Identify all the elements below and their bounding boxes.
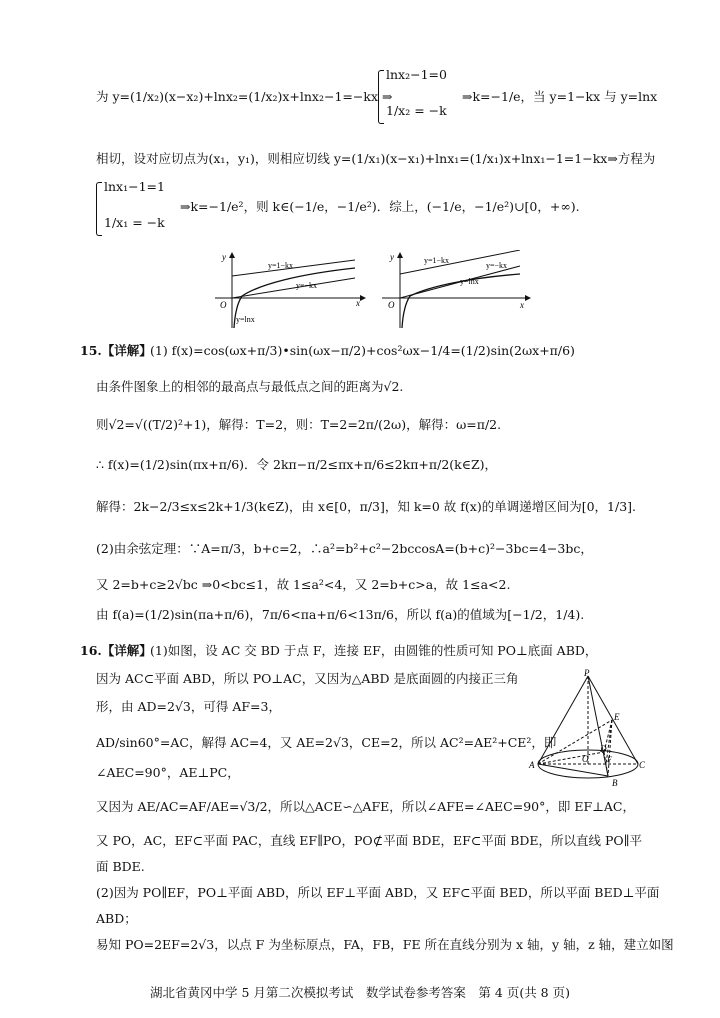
solution-line: 解得：2k−2/3≤x≤2k+1/3(k∈Z)，由 x∈[0，π/3]，知 k=0 故 f(x)的单调递增区间为[0，1/3]. — [96, 499, 637, 514]
solution-line: (1) f(x)=cos(ωx+π/3)•sin(ωx−π/2)+cos²ωx−1/4=(1/2)sin(2ωx+π/6) — [150, 343, 575, 358]
system-brace — [378, 70, 384, 124]
solution-line: 为 y=(1/x₂)(x−x₂)+lnx₂=(1/x₂)x+lnx₂−1=−kx ⇒ — [96, 89, 393, 104]
solution-line: ∴ f(x)=(1/2)sin(πx+π/6)．令 2kπ−π/2≤πx+π/6≤2kπ+π/2(k∈Z)， — [96, 457, 498, 472]
solution-line: 因为 AC⊂平面 ABD，所以 PO⊥AC，又因为△ABD 是底面圆的内接正三角 — [96, 671, 519, 686]
solution-line: 又因为 AE/AC=AF/AE=√3/2，所以△ACE∽△AFE，所以∠AFE=∠AEC=90°，即 EF⊥AC， — [96, 799, 635, 814]
solution-line: 则√2=√((T/2)²+1)，解得：T=2，则：T=2=2π/(2ω)，解得：ω=π/2. — [96, 417, 502, 432]
curve-label: y=lnx — [236, 315, 255, 324]
solution-line: 由 f(a)=(1/2)sin(πa+π/6)，7π/6<πa+π/6<13π/6，所以 f(a)的值域为[−1/2，1/4). — [96, 607, 585, 622]
point-label: D — [600, 744, 607, 754]
solution-line: ⇒k=−1/e²，则 k∈(−1/e，−1/e²)．综上，(−1/e，−1/e²)∪[0，+∞). — [180, 199, 580, 214]
origin-label: O — [388, 300, 395, 310]
system-brace — [96, 182, 102, 236]
solution-line: ⇒k=−1/e，当 y=1−kx 与 y=lnx — [462, 89, 658, 104]
y-axis-label: y — [390, 252, 394, 262]
point-label: F — [607, 755, 612, 764]
solution-line: 形，由 AD=2√3，可得 AF=3， — [96, 699, 281, 714]
point-label: A — [529, 760, 535, 770]
line-label: y=−kx — [296, 281, 318, 290]
solution-line: (1)如图，设 AC 交 BD 于点 F，连接 EF，由圆锥的性质可知 PO⊥底面 ABD， — [150, 643, 598, 658]
line-label: y=1−kx — [424, 256, 450, 265]
point-label: C — [639, 760, 646, 770]
page-footer: 湖北省黄冈中学 5 月第二次模拟考试 数学试卷参考答案 第 4 页(共 8 页) — [150, 985, 570, 1000]
graph-right — [380, 250, 540, 330]
curve-label: y=lnx — [460, 277, 479, 286]
line-label: y=1−kx — [268, 261, 294, 270]
solution-line: (2)由余弦定理：∵A=π/3，b+c=2，∴a²=b²+c²−2bccosA=(b+c)²−3bc=4−3bc， — [96, 541, 593, 556]
point-label: O — [582, 754, 589, 764]
system-equation: lnx₂−1=0 — [386, 67, 447, 82]
solution-line: 又 PO，AC，EF⊂平面 PAC，直线 EF∥PO，PO⊄平面 BDE，EF⊂平面 BDE，所以直线 PO∥平 — [96, 833, 642, 848]
line-label: y=−kx — [486, 261, 508, 270]
system-equation: lnx₁−1=1 — [104, 179, 165, 194]
cone-diagram — [528, 668, 648, 790]
solution-line: 相切，设对应切点为(x₁，y₁)，则相应切线 y=(1/x₁)(x−x₁)+lnx₁=(1/x₁)x+lnx₁−1=1−kx⇒方程为 — [96, 151, 656, 166]
point-label: B — [612, 778, 618, 788]
question-15-heading: 15.【详解】 — [80, 343, 152, 358]
solution-line: (2)因为 PO∥EF，PO⊥平面 ABD，所以 EF⊥平面 ABD，又 EF⊂平面 BED，所以平面 BED⊥平面 — [96, 885, 660, 900]
solution-line: 由条件图象上的相邻的最高点与最低点之间的距离为√2. — [96, 379, 404, 394]
system-equation: 1/x₁ = −k — [104, 215, 165, 230]
system-equation: 1/x₂ = −k — [386, 103, 447, 118]
point-label: E — [614, 712, 620, 722]
point-label: P — [584, 668, 590, 678]
x-axis-label: x — [356, 298, 360, 308]
solution-line: 又 2=b+c≥2√bc ⇒0<bc≤1，故 1≤a²<4，又 2=b+c>a，故 1≤a<2. — [96, 577, 511, 592]
solution-line: AD/sin60°=AC，解得 AC=4，又 AE=2√3，CE=2，所以 AC²=AE²+CE²，即 — [96, 735, 557, 750]
graph-left — [210, 250, 370, 330]
x-axis-label: x — [520, 300, 524, 310]
question-16-heading: 16.【详解】 — [80, 643, 152, 658]
solution-line: 面 BDE. — [96, 859, 145, 874]
solution-line: ABD； — [96, 911, 137, 926]
solution-line: 易知 PO=2EF=2√3，以点 F 为坐标原点，FA，FB，FE 所在直线分别为 x 轴，y 轴，z 轴，建立如图 — [96, 937, 674, 952]
solution-line: ∠AEC=90°，AE⊥PC， — [96, 765, 240, 780]
y-axis-label: y — [222, 252, 226, 262]
origin-label: O — [220, 300, 227, 310]
